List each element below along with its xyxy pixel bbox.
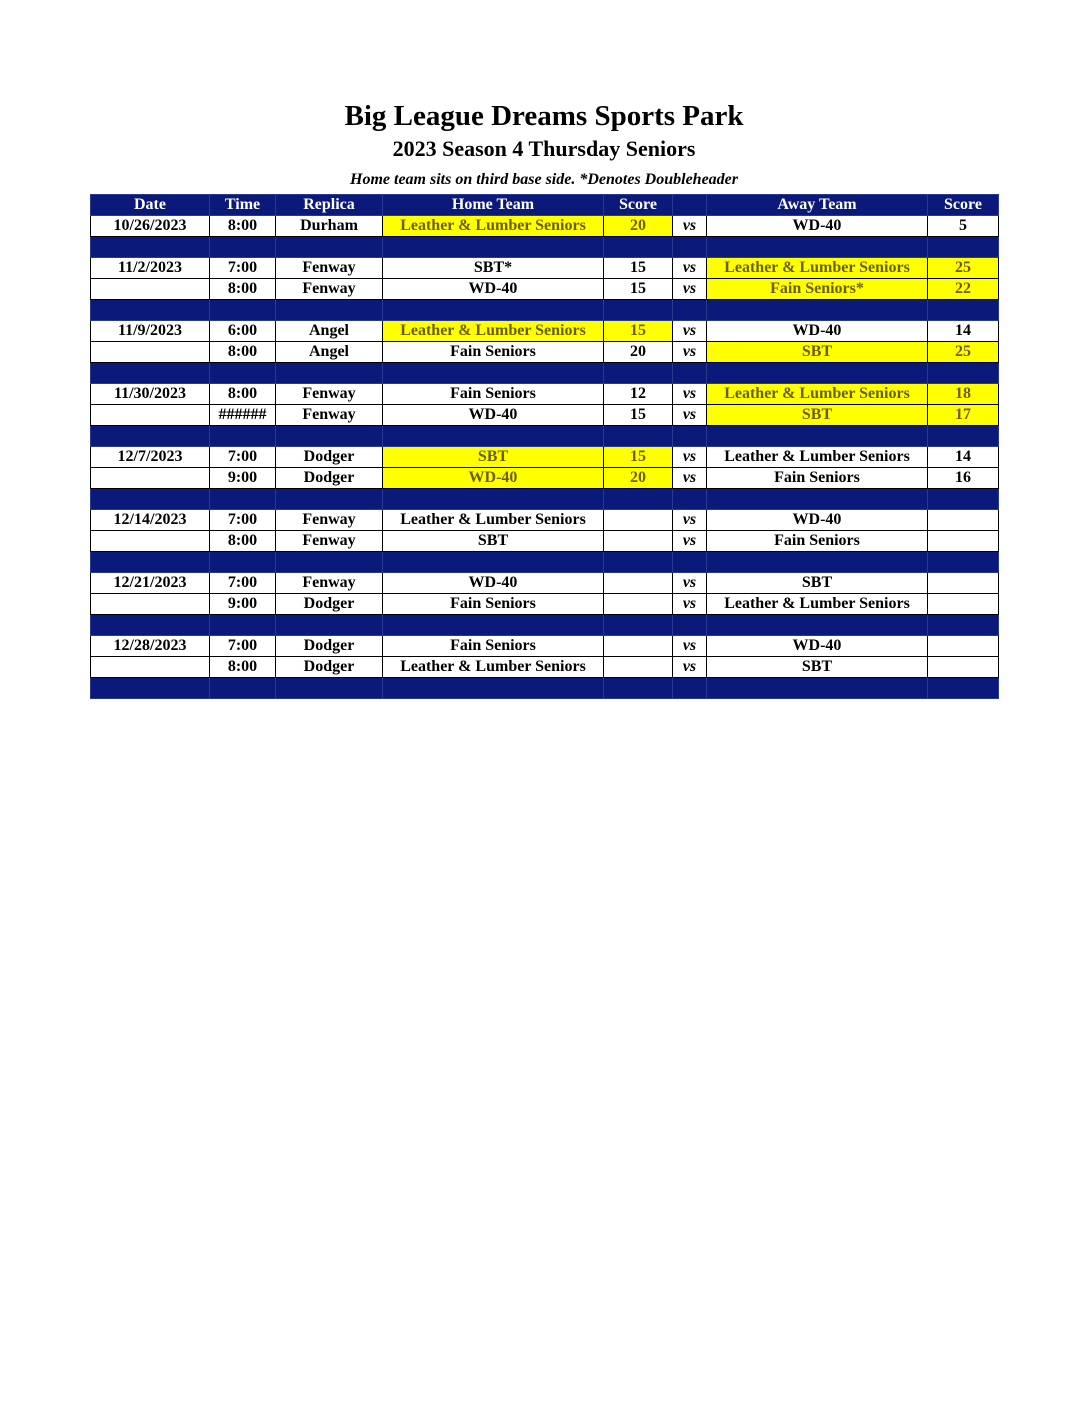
date-cell — [91, 279, 210, 300]
away-score-cell: 14 — [928, 321, 999, 342]
separator-cell — [276, 552, 383, 573]
home-score-cell: 20 — [604, 216, 673, 237]
table-row — [91, 468, 999, 489]
table-row — [91, 636, 999, 657]
replica-cell: Fenway — [276, 279, 383, 300]
table-row — [91, 279, 999, 300]
separator-cell — [707, 363, 928, 384]
away-team-cell: SBT — [707, 573, 928, 594]
separator-cell — [383, 552, 604, 573]
separator-row — [91, 363, 999, 384]
separator-cell — [210, 363, 276, 384]
separator-cell — [210, 615, 276, 636]
separator-cell — [210, 237, 276, 258]
replica-cell: Fenway — [276, 258, 383, 279]
separator-cell — [707, 552, 928, 573]
home-team-cell: SBT — [383, 531, 604, 552]
vs-cell: vs — [673, 657, 707, 678]
date-cell — [91, 594, 210, 615]
home-team-cell: Fain Seniors — [383, 594, 604, 615]
column-header-date: Date — [91, 195, 210, 216]
away-score-cell: 14 — [928, 447, 999, 468]
home-score-cell: 20 — [604, 468, 673, 489]
time-cell: 7:00 — [210, 447, 276, 468]
vs-cell: vs — [673, 573, 707, 594]
replica-cell: Dodger — [276, 468, 383, 489]
date-cell: 12/7/2023 — [91, 447, 210, 468]
home-score-cell — [604, 510, 673, 531]
vs-cell: vs — [673, 468, 707, 489]
separator-cell — [707, 300, 928, 321]
separator-cell — [604, 300, 673, 321]
separator-cell — [210, 489, 276, 510]
separator-cell — [210, 552, 276, 573]
column-header-time: Time — [210, 195, 276, 216]
separator-cell — [673, 678, 707, 699]
date-cell: 11/9/2023 — [91, 321, 210, 342]
date-cell — [91, 657, 210, 678]
home-team-cell: Leather & Lumber Seniors — [383, 657, 604, 678]
time-cell: 8:00 — [210, 216, 276, 237]
column-header-replica: Replica — [276, 195, 383, 216]
date-cell: 11/30/2023 — [91, 384, 210, 405]
replica-cell: Dodger — [276, 594, 383, 615]
vs-cell: vs — [673, 594, 707, 615]
away-score-cell — [928, 636, 999, 657]
separator-cell — [210, 300, 276, 321]
separator-cell — [276, 426, 383, 447]
away-team-cell: WD-40 — [707, 216, 928, 237]
separator-cell — [383, 678, 604, 699]
table-row — [91, 321, 999, 342]
separator-cell — [383, 363, 604, 384]
time-cell: 8:00 — [210, 342, 276, 363]
separator-cell — [604, 426, 673, 447]
separator-cell — [276, 615, 383, 636]
separator-row — [91, 426, 999, 447]
separator-cell — [707, 426, 928, 447]
replica-cell: Fenway — [276, 510, 383, 531]
separator-cell — [276, 489, 383, 510]
away-team-cell: Leather & Lumber Seniors — [707, 594, 928, 615]
separator-cell — [928, 489, 999, 510]
replica-cell: Angel — [276, 321, 383, 342]
separator-cell — [673, 426, 707, 447]
vs-cell: vs — [673, 216, 707, 237]
home-score-cell: 15 — [604, 279, 673, 300]
home-team-cell: WD-40 — [383, 405, 604, 426]
home-team-cell: WD-40 — [383, 468, 604, 489]
vs-cell: vs — [673, 384, 707, 405]
separator-cell — [210, 678, 276, 699]
home-team-cell: Leather & Lumber Seniors — [383, 216, 604, 237]
date-cell: 12/14/2023 — [91, 510, 210, 531]
away-score-cell: 16 — [928, 468, 999, 489]
schedule-body — [91, 216, 999, 699]
time-cell: 7:00 — [210, 636, 276, 657]
vs-cell: vs — [673, 405, 707, 426]
home-score-cell: 20 — [604, 342, 673, 363]
separator-cell — [604, 363, 673, 384]
separator-cell — [673, 552, 707, 573]
table-row — [91, 657, 999, 678]
time-cell: 6:00 — [210, 321, 276, 342]
separator-cell — [383, 426, 604, 447]
separator-cell — [91, 678, 210, 699]
separator-cell — [276, 363, 383, 384]
separator-row — [91, 678, 999, 699]
separator-cell — [210, 426, 276, 447]
separator-cell — [91, 426, 210, 447]
home-score-cell: 15 — [604, 321, 673, 342]
separator-cell — [604, 489, 673, 510]
home-team-cell: SBT — [383, 447, 604, 468]
away-score-cell: 25 — [928, 342, 999, 363]
separator-cell — [383, 615, 604, 636]
separator-cell — [673, 237, 707, 258]
separator-cell — [707, 678, 928, 699]
away-team-cell: Leather & Lumber Seniors — [707, 384, 928, 405]
replica-cell: Fenway — [276, 405, 383, 426]
vs-cell: vs — [673, 531, 707, 552]
separator-cell — [383, 300, 604, 321]
separator-cell — [707, 489, 928, 510]
separator-cell — [928, 678, 999, 699]
separator-cell — [91, 300, 210, 321]
column-header-home-team: Home Team — [383, 195, 604, 216]
page-title: Big League Dreams Sports Park — [344, 100, 744, 132]
home-team-cell: Leather & Lumber Seniors — [383, 321, 604, 342]
date-cell — [91, 405, 210, 426]
replica-cell: Fenway — [276, 531, 383, 552]
vs-cell: vs — [673, 321, 707, 342]
home-team-cell: WD-40 — [383, 279, 604, 300]
separator-cell — [91, 552, 210, 573]
separator-cell — [673, 615, 707, 636]
date-cell: 12/28/2023 — [91, 636, 210, 657]
away-score-cell — [928, 531, 999, 552]
separator-cell — [928, 363, 999, 384]
separator-cell — [673, 300, 707, 321]
time-cell: 9:00 — [210, 594, 276, 615]
column-header-away-score: Score — [928, 195, 999, 216]
separator-cell — [604, 552, 673, 573]
separator-cell — [928, 426, 999, 447]
separator-cell — [383, 237, 604, 258]
table-row — [91, 216, 999, 237]
away-team-cell: WD-40 — [707, 321, 928, 342]
date-cell — [91, 342, 210, 363]
column-header-home-score: Score — [604, 195, 673, 216]
away-team-cell: WD-40 — [707, 636, 928, 657]
separator-cell — [673, 363, 707, 384]
away-team-cell: SBT — [707, 405, 928, 426]
time-cell: ###### — [210, 405, 276, 426]
home-score-cell: 12 — [604, 384, 673, 405]
separator-row — [91, 300, 999, 321]
time-cell: 8:00 — [210, 384, 276, 405]
separator-row — [91, 552, 999, 573]
replica-cell: Durham — [276, 216, 383, 237]
time-cell: 9:00 — [210, 468, 276, 489]
away-team-cell: Fain Seniors* — [707, 279, 928, 300]
vs-cell: vs — [673, 279, 707, 300]
home-score-cell — [604, 594, 673, 615]
away-score-cell: 18 — [928, 384, 999, 405]
time-cell: 7:00 — [210, 573, 276, 594]
away-team-cell: WD-40 — [707, 510, 928, 531]
separator-cell — [928, 237, 999, 258]
separator-cell — [928, 300, 999, 321]
date-cell: 12/21/2023 — [91, 573, 210, 594]
table-row — [91, 573, 999, 594]
separator-cell — [276, 678, 383, 699]
separator-cell — [91, 615, 210, 636]
separator-cell — [673, 489, 707, 510]
date-cell — [91, 531, 210, 552]
home-team-cell: Leather & Lumber Seniors — [383, 510, 604, 531]
vs-cell: vs — [673, 342, 707, 363]
replica-cell: Fenway — [276, 573, 383, 594]
schedule-table — [90, 194, 999, 699]
table-row — [91, 447, 999, 468]
column-header-away-team: Away Team — [707, 195, 928, 216]
home-team-cell: SBT* — [383, 258, 604, 279]
home-score-cell — [604, 531, 673, 552]
home-score-cell — [604, 636, 673, 657]
home-team-cell: Fain Seniors — [383, 384, 604, 405]
replica-cell: Dodger — [276, 447, 383, 468]
away-team-cell: SBT — [707, 342, 928, 363]
home-score-cell: 15 — [604, 405, 673, 426]
replica-cell: Dodger — [276, 657, 383, 678]
separator-row — [91, 489, 999, 510]
away-score-cell — [928, 657, 999, 678]
table-row — [91, 531, 999, 552]
replica-cell: Angel — [276, 342, 383, 363]
separator-cell — [928, 552, 999, 573]
separator-cell — [276, 237, 383, 258]
separator-cell — [707, 615, 928, 636]
separator-cell — [604, 678, 673, 699]
table-row — [91, 258, 999, 279]
separator-row — [91, 237, 999, 258]
time-cell: 7:00 — [210, 258, 276, 279]
date-cell: 11/2/2023 — [91, 258, 210, 279]
replica-cell: Dodger — [276, 636, 383, 657]
separator-cell — [928, 615, 999, 636]
home-team-cell: Fain Seniors — [383, 636, 604, 657]
separator-row — [91, 615, 999, 636]
home-team-cell: Fain Seniors — [383, 342, 604, 363]
table-row — [91, 510, 999, 531]
date-cell: 10/26/2023 — [91, 216, 210, 237]
replica-cell: Fenway — [276, 384, 383, 405]
table-row — [91, 405, 999, 426]
separator-cell — [604, 237, 673, 258]
separator-cell — [276, 300, 383, 321]
separator-cell — [91, 489, 210, 510]
vs-cell: vs — [673, 636, 707, 657]
time-cell: 8:00 — [210, 279, 276, 300]
home-score-cell: 15 — [604, 447, 673, 468]
away-score-cell: 22 — [928, 279, 999, 300]
home-team-cell: WD-40 — [383, 573, 604, 594]
away-score-cell: 5 — [928, 216, 999, 237]
away-score-cell — [928, 573, 999, 594]
time-cell: 8:00 — [210, 531, 276, 552]
table-row — [91, 342, 999, 363]
doubleheader-note: Home team sits on third base side. *Denotes Doubleheader — [350, 171, 738, 188]
vs-cell: vs — [673, 447, 707, 468]
home-score-cell: 15 — [604, 258, 673, 279]
away-score-cell — [928, 594, 999, 615]
vs-cell: vs — [673, 510, 707, 531]
home-score-cell — [604, 573, 673, 594]
away-team-cell: SBT — [707, 657, 928, 678]
column-header-vs — [673, 195, 707, 216]
vs-cell: vs — [673, 258, 707, 279]
away-team-cell: Fain Seniors — [707, 468, 928, 489]
away-score-cell: 17 — [928, 405, 999, 426]
separator-cell — [91, 363, 210, 384]
table-row — [91, 594, 999, 615]
page-subtitle: 2023 Season 4 Thursday Seniors — [392, 136, 696, 161]
away-score-cell: 25 — [928, 258, 999, 279]
away-team-cell: Fain Seniors — [707, 531, 928, 552]
home-score-cell — [604, 657, 673, 678]
separator-cell — [604, 615, 673, 636]
table-header-row — [91, 195, 999, 216]
separator-cell — [383, 489, 604, 510]
time-cell: 7:00 — [210, 510, 276, 531]
away-team-cell: Leather & Lumber Seniors — [707, 258, 928, 279]
away-score-cell — [928, 510, 999, 531]
separator-cell — [707, 237, 928, 258]
time-cell: 8:00 — [210, 657, 276, 678]
date-cell — [91, 468, 210, 489]
away-team-cell: Leather & Lumber Seniors — [707, 447, 928, 468]
separator-cell — [91, 237, 210, 258]
table-row — [91, 384, 999, 405]
